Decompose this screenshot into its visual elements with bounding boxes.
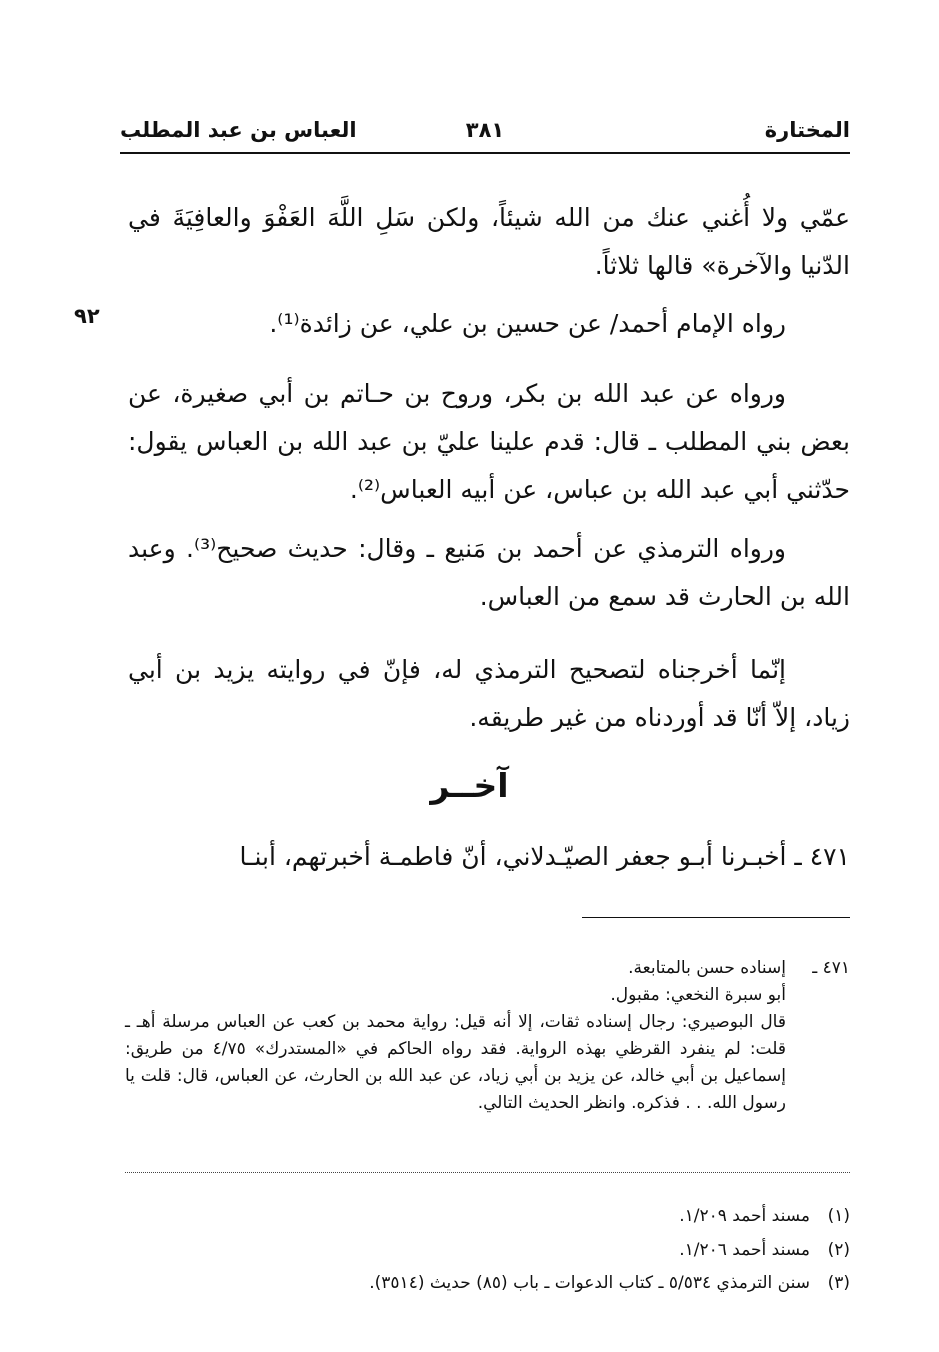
hadith-line: ٤٧١ ـ أخبـرنا أبـو جعفر الصيّـدلاني، أنّ فاطمـة أخبرتهم، أبنـا — [239, 842, 850, 871]
chapter-title: العباس بن عبد المطلب — [120, 118, 357, 142]
takhrij-second-line: أبو سبرة النخعي: مقبول. — [610, 985, 786, 1005]
takhrij-first-line: إسناده حسن بالمتابعة. — [628, 958, 786, 978]
margin-folio-number: ٩٢ — [74, 304, 100, 328]
footnote-separator — [582, 917, 850, 918]
header-rule — [120, 152, 850, 154]
footnote-number: (١) — [827, 1206, 850, 1226]
takhrij-number: ٤٧١ ـ — [812, 958, 850, 978]
footnote-2 — [200, 1237, 850, 1263]
paragraph-3: ورواه عن عبد الله بن بكر، وروح بن حـاتم بن أبي صغيرة، عن بعض بني المطلب ـ قال: قدم علينا عليّ بن عبد الله بن العباس يقول: حدّثني أبي عبد الله بن عباس، عن أبيه العباس⁽²⁾. — [128, 379, 850, 504]
paragraph-1: عمّي ولا أُغني عنك من الله شيئاً، ولكن سَلِ اللَّهَ العَفْوَ والعافِيَةَ في الدّنيا والآخرة» قالها ثلاثاً. — [128, 203, 850, 280]
running-header — [120, 118, 850, 148]
dotted-separator — [125, 1172, 850, 1173]
takhrij-note — [125, 955, 850, 1117]
section-title: آخــر — [430, 766, 509, 805]
footnote-text: سنن الترمذي ٥/٥٣٤ ـ كتاب الدعوات ـ باب (٨٥) حديث (٣٥١٤). — [369, 1273, 810, 1293]
paragraph-2: رواه الإمام أحمد/ عن حسين بن علي، عن زائدة⁽¹⁾. — [269, 309, 786, 338]
footnote-text: مسند أحمد ١/٢٠٦. — [679, 1240, 810, 1260]
footnote-3 — [200, 1270, 850, 1296]
footnote-1 — [200, 1203, 850, 1229]
book-title: المختارة — [764, 118, 850, 142]
footnote-number: (٣) — [827, 1273, 850, 1293]
takhrij-paragraph: قال البوصيري: رجال إسناده ثقات، إلا أنه قيل: رواية محمد بن كعب عن العباس مرسلة أهـ ـ قلت: لم ينفرد القرظي بهذه الرواية. فقد رواه الحاكم في «المستدرك» ٤/٧٥ من طريق: إسماعيل بن أبي خالد، عن يزيد بن أبي زياد، عن عبد الله بن الحارث، عن العباس، قال: قلت يا رسول الله. . . فذكره. وانظر الحديث التالي. — [125, 1012, 786, 1113]
paragraph-4: ورواه الترمذي عن أحمد بن مَنيع ـ وقال: حديث صحيح⁽³⁾. وعبد الله بن الحارث قد سمع من العباس. — [128, 534, 850, 611]
page-number: ٣٨١ — [465, 118, 505, 142]
paragraph-5: إنّما أخرجناه لتصحيح الترمذي له، فإنّ في روايته يزيد بن أبي زياد، إلاّ أنّا قد أوردناه من غير طريقه. — [128, 655, 850, 732]
footnote-text: مسند أحمد ١/٢٠٩. — [679, 1206, 810, 1226]
footnote-number: (٢) — [827, 1240, 850, 1260]
